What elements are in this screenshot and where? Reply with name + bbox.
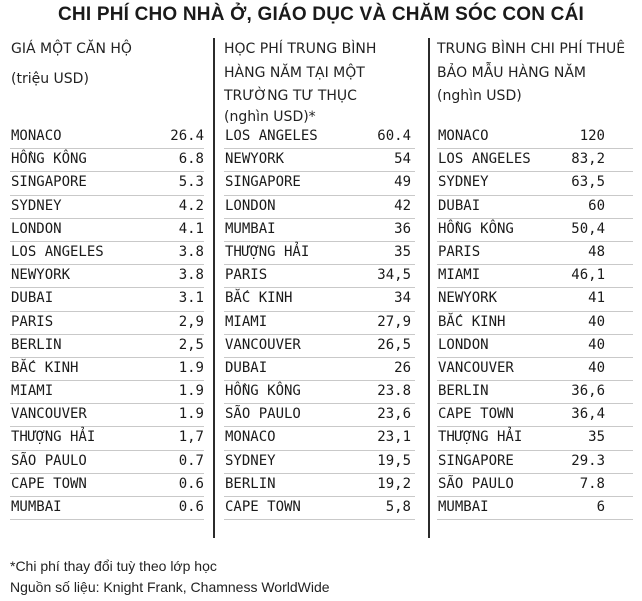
cost-value: 3.1: [178, 290, 204, 307]
city-name: BẮC KINH: [438, 313, 506, 330]
cost-value: 1.9: [178, 406, 204, 423]
table-row: [224, 451, 415, 474]
cost-value: 7.8: [579, 475, 605, 492]
city-name: NEWYORK: [225, 151, 285, 168]
table-row: [437, 265, 633, 288]
cost-value: 63,5: [571, 174, 605, 191]
table-row: [437, 242, 633, 265]
chart-title: CHI PHÍ CHO NHÀ Ở, GIÁO DỤC VÀ CHĂM SÓC CON CÁI: [58, 4, 584, 25]
cost-value: 46,1: [571, 267, 605, 284]
table-row: [10, 404, 204, 427]
table-row: [224, 265, 415, 288]
cost-value: 42: [394, 197, 411, 214]
city-name: LONDON: [225, 197, 276, 214]
table-row: [437, 149, 633, 172]
cost-value: 50,4: [571, 220, 605, 237]
cost-value: 54: [394, 151, 411, 168]
table-row: [224, 149, 415, 172]
cost-value: 49: [394, 174, 411, 191]
column-unit: (nghìn USD)*: [224, 109, 316, 125]
table-row: [224, 335, 415, 358]
cost-value: 1,7: [178, 429, 204, 446]
table-row: [10, 427, 204, 450]
apartment-price-header: [10, 38, 205, 91]
city-name: MONACO: [11, 128, 62, 144]
source-note: Nguồn số liệu: Knight Frank, Chamness WorldWide: [10, 579, 330, 595]
cost-value: 4.2: [178, 197, 204, 214]
table-row: [10, 451, 204, 474]
table-row: [10, 242, 204, 265]
city-name: MUMBAI: [11, 499, 62, 515]
table-row: [437, 427, 633, 450]
cost-value: 4.1: [178, 220, 204, 237]
city-name: SYDNEY: [11, 197, 62, 214]
cost-value: 2,9: [178, 313, 204, 330]
city-name: LONDON: [11, 220, 62, 237]
cost-value: 6: [596, 499, 605, 515]
cost-value: 27,9: [377, 313, 411, 330]
city-name: CAPE TOWN: [438, 406, 514, 423]
city-name: MUMBAI: [438, 499, 489, 515]
city-name: BẮC KINH: [11, 359, 79, 376]
cost-value: 40: [588, 359, 605, 376]
cost-value: 40: [588, 336, 605, 353]
table-row: [437, 404, 633, 427]
cost-value: 23,6: [377, 406, 411, 423]
city-name: DUBAI: [438, 197, 481, 214]
city-name: LOS ANGELES: [438, 151, 531, 168]
cost-value: 40: [588, 313, 605, 330]
cost-value: 0.6: [178, 499, 204, 515]
city-name: MONACO: [438, 128, 489, 144]
city-name: NEWYORK: [438, 290, 498, 307]
table-row: [437, 497, 633, 520]
cost-value: 120: [579, 128, 605, 144]
city-name: SÃO PAULO: [438, 475, 514, 492]
cost-value: 3.8: [178, 243, 204, 260]
table-row: [10, 312, 204, 335]
apartment-price-rows: [10, 126, 204, 520]
table-row: [224, 196, 415, 219]
table-row: [10, 474, 204, 497]
city-name: HỒNG KÔNG: [11, 151, 87, 168]
city-name: SINGAPORE: [11, 174, 87, 191]
table-row: [10, 335, 204, 358]
city-name: DUBAI: [11, 290, 54, 307]
city-name: SYDNEY: [225, 452, 276, 469]
city-name: VANCOUVER: [225, 336, 301, 353]
city-name: SÃO PAULO: [11, 452, 87, 469]
table-row: [437, 358, 633, 381]
city-name: MUMBAI: [225, 220, 276, 237]
table-row: [437, 335, 633, 358]
city-name: VANCOUVER: [11, 406, 87, 423]
column-divider: [428, 38, 430, 538]
city-name: MIAMI: [225, 313, 268, 330]
table-row: [437, 451, 633, 474]
table-row: [10, 358, 204, 381]
city-name: THƯỢNG HẢI: [438, 429, 523, 446]
city-name: PARIS: [438, 243, 481, 260]
city-name: MONACO: [225, 429, 276, 446]
city-name: MIAMI: [438, 267, 481, 284]
city-name: BẮC KINH: [225, 290, 293, 307]
table-row: [10, 288, 204, 311]
table-row: [437, 172, 633, 195]
cost-value: 19,2: [377, 475, 411, 492]
table-row: [224, 381, 415, 404]
table-row: [10, 219, 204, 242]
city-name: DUBAI: [225, 359, 268, 376]
nanny-cost-header: [437, 38, 627, 109]
table-row: [10, 497, 204, 520]
city-name: PARIS: [225, 267, 268, 284]
footnote: *Chi phí thay đổi tuỳ theo lớp học: [10, 558, 217, 574]
city-name: BERLIN: [225, 475, 276, 492]
cost-value: 36: [394, 220, 411, 237]
city-name: NEWYORK: [11, 267, 71, 284]
cost-value: 36,4: [571, 406, 605, 423]
table-row: [224, 126, 415, 149]
table-row: [10, 381, 204, 404]
table-row: [10, 126, 204, 149]
table-row: [224, 242, 415, 265]
table-row: [224, 497, 415, 520]
table-row: [437, 312, 633, 335]
cost-value: 3.8: [178, 267, 204, 284]
table-row: [437, 219, 633, 242]
city-name: HỒNG KÔNG: [438, 220, 514, 237]
cost-value: 29.3: [571, 452, 605, 469]
city-name: HỒNG KÔNG: [225, 383, 301, 400]
column-divider: [213, 38, 215, 538]
cost-value: 34,5: [377, 267, 411, 284]
cost-value: 2,5: [178, 336, 204, 353]
city-name: SYDNEY: [438, 174, 489, 191]
cost-value: 35: [588, 429, 605, 446]
city-name: THƯỢNG HẢI: [225, 243, 310, 260]
column-title: HỌC PHÍ TRUNG BÌNH HÀNG NĂM TẠI MỘT TRƯỜNG TƯ THỤC: [224, 41, 377, 104]
table-row: [224, 288, 415, 311]
table-row: [224, 219, 415, 242]
city-name: SINGAPORE: [438, 452, 514, 469]
city-name: CAPE TOWN: [225, 499, 301, 515]
table-row: [10, 196, 204, 219]
column-unit: (triệu USD): [11, 70, 89, 87]
city-name: VANCOUVER: [438, 359, 514, 376]
city-name: CAPE TOWN: [11, 475, 87, 492]
table-row: [437, 288, 633, 311]
cost-value: 5,8: [385, 499, 411, 515]
table-row: [224, 404, 415, 427]
cost-value: 83,2: [571, 151, 605, 168]
cost-value: 60: [588, 197, 605, 214]
cost-value: 0.7: [178, 452, 204, 469]
table-row: [224, 358, 415, 381]
table-row: [224, 474, 415, 497]
cost-value: 41: [588, 290, 605, 307]
cost-value: 26.4: [170, 128, 204, 144]
table-row: [10, 149, 204, 172]
table-row: [224, 427, 415, 450]
table-row: [224, 312, 415, 335]
column-unit: (nghìn USD): [437, 88, 522, 104]
column-title: TRUNG BÌNH CHI PHÍ THUÊ BẢO MẪU HÀNG NĂM: [437, 41, 626, 81]
cost-value: 36,6: [571, 383, 605, 400]
table-row: [224, 172, 415, 195]
cost-value: 60.4: [377, 128, 411, 144]
cost-value: 34: [394, 290, 411, 307]
cost-value: 23,1: [377, 429, 411, 446]
cost-value: 1.9: [178, 359, 204, 376]
table-row: [437, 126, 633, 149]
cost-value: 0.6: [178, 475, 204, 492]
cost-value: 23.8: [377, 383, 411, 400]
nanny-cost-rows: [437, 126, 633, 520]
tuition-rows: [224, 126, 415, 520]
cost-value: 19,5: [377, 452, 411, 469]
cost-value: 1.9: [178, 383, 204, 400]
city-name: PARIS: [11, 313, 54, 330]
table-row: [10, 265, 204, 288]
cost-value: 5.3: [178, 174, 204, 191]
footer: [10, 556, 330, 598]
cost-value: 48: [588, 243, 605, 260]
city-name: BERLIN: [11, 336, 62, 353]
table-row: [437, 196, 633, 219]
city-name: LONDON: [438, 336, 489, 353]
city-name: BERLIN: [438, 383, 489, 400]
city-name: THƯỢNG HẢI: [11, 429, 96, 446]
cost-value: 6.8: [178, 151, 204, 168]
cost-value: 26,5: [377, 336, 411, 353]
cost-value: 26: [394, 359, 411, 376]
tuition-header: [224, 38, 384, 125]
table-row: [437, 381, 633, 404]
city-name: SINGAPORE: [225, 174, 301, 191]
column-title: GIÁ MỘT CĂN HỘ: [11, 41, 132, 57]
table-row: [437, 474, 633, 497]
cost-value: 35: [394, 243, 411, 260]
city-name: SÃO PAULO: [225, 406, 301, 423]
city-name: LOS ANGELES: [11, 243, 104, 260]
table-row: [10, 172, 204, 195]
city-name: MIAMI: [11, 383, 54, 400]
city-name: LOS ANGELES: [225, 128, 318, 144]
